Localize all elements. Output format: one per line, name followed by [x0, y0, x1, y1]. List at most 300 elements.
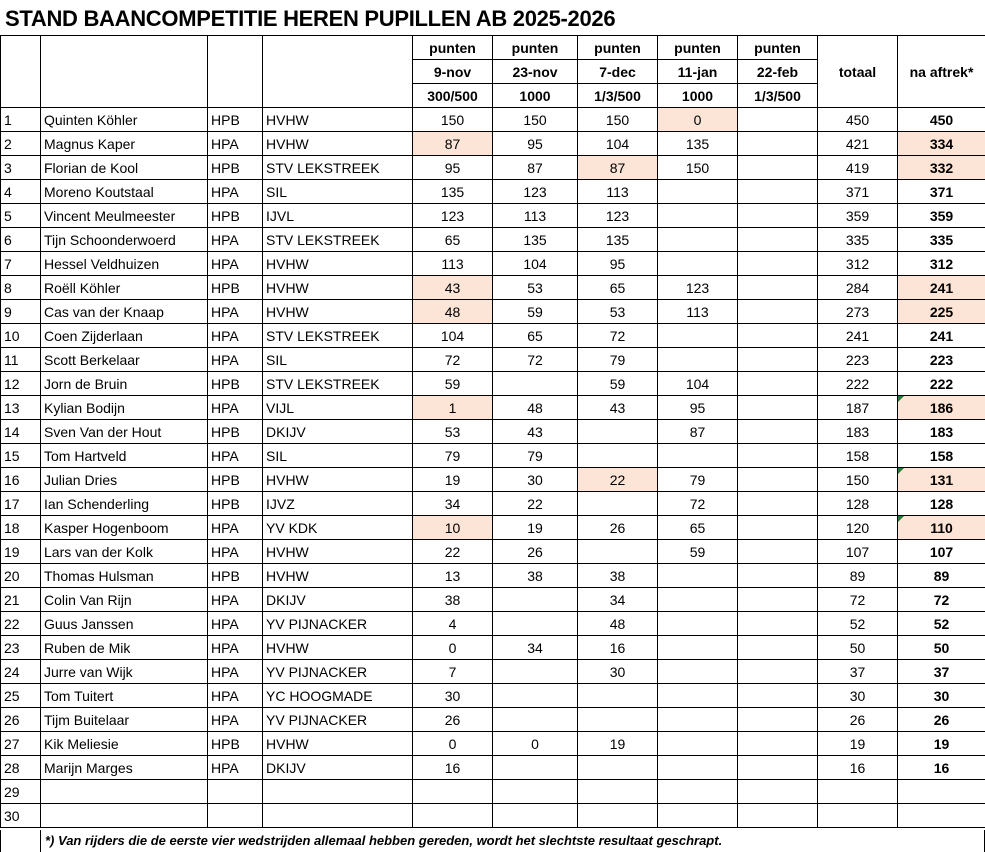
net-total-cell[interactable]: 26 [898, 708, 985, 732]
rider-name-cell[interactable]: Ian Schenderling [41, 492, 208, 516]
points-9-nov-cell[interactable]: 72 [413, 348, 493, 372]
club-cell[interactable]: HVHW [263, 468, 413, 492]
rider-name-cell[interactable]: Marijn Marges [41, 756, 208, 780]
points-9-nov-cell[interactable]: 87 [413, 132, 493, 156]
category-cell[interactable]: HPA [208, 756, 263, 780]
points-23-nov-cell[interactable]: 104 [493, 252, 578, 276]
club-cell[interactable]: DKIJV [263, 588, 413, 612]
points-7-dec-cell[interactable] [578, 540, 658, 564]
points-11-jan-cell[interactable] [658, 708, 738, 732]
category-cell[interactable]: HPA [208, 660, 263, 684]
points-7-dec-cell[interactable]: 19 [578, 732, 658, 756]
total-cell[interactable]: 284 [818, 276, 898, 300]
points-23-nov-cell[interactable]: 59 [493, 300, 578, 324]
net-total-cell[interactable]: 222 [898, 372, 985, 396]
points-11-jan-cell[interactable]: 59 [658, 540, 738, 564]
points-7-dec-cell[interactable] [578, 444, 658, 468]
total-cell[interactable]: 312 [818, 252, 898, 276]
category-cell[interactable]: HPB [208, 468, 263, 492]
points-9-nov-cell[interactable]: 13 [413, 564, 493, 588]
total-cell[interactable]: 150 [818, 468, 898, 492]
points-23-nov-cell[interactable]: 34 [493, 636, 578, 660]
points-23-nov-cell[interactable] [493, 780, 578, 804]
points-22-feb-cell[interactable] [738, 420, 818, 444]
rider-name-cell[interactable]: Tom Tuitert [41, 684, 208, 708]
rider-name-cell[interactable]: Magnus Kaper [41, 132, 208, 156]
points-9-nov-cell[interactable]: 0 [413, 732, 493, 756]
total-cell[interactable]: 26 [818, 708, 898, 732]
net-total-cell[interactable]: 128 [898, 492, 985, 516]
rank-cell[interactable]: 10 [1, 324, 41, 348]
net-total-cell[interactable]: 107 [898, 540, 985, 564]
points-23-nov-cell[interactable]: 19 [493, 516, 578, 540]
points-7-dec-cell[interactable]: 53 [578, 300, 658, 324]
points-9-nov-cell[interactable]: 7 [413, 660, 493, 684]
rider-name-cell[interactable]: Quinten Köhler [41, 108, 208, 132]
category-cell[interactable]: HPA [208, 540, 263, 564]
points-7-dec-cell[interactable] [578, 756, 658, 780]
total-cell[interactable] [818, 780, 898, 804]
category-cell[interactable] [208, 804, 263, 828]
rank-cell[interactable]: 14 [1, 420, 41, 444]
points-7-dec-cell[interactable]: 87 [578, 156, 658, 180]
category-cell[interactable]: HPB [208, 492, 263, 516]
net-total-cell[interactable]: 223 [898, 348, 985, 372]
points-22-feb-cell[interactable] [738, 324, 818, 348]
points-9-nov-cell[interactable]: 113 [413, 252, 493, 276]
net-total-cell[interactable]: 89 [898, 564, 985, 588]
points-23-nov-cell[interactable] [493, 612, 578, 636]
points-11-jan-cell[interactable] [658, 348, 738, 372]
points-11-jan-cell[interactable] [658, 636, 738, 660]
points-23-nov-cell[interactable] [493, 684, 578, 708]
club-cell[interactable]: HVHW [263, 252, 413, 276]
points-23-nov-cell[interactable]: 113 [493, 204, 578, 228]
net-total-cell[interactable]: 37 [898, 660, 985, 684]
total-cell[interactable]: 187 [818, 396, 898, 420]
points-9-nov-cell[interactable]: 123 [413, 204, 493, 228]
total-cell[interactable]: 37 [818, 660, 898, 684]
category-cell[interactable]: HPA [208, 324, 263, 348]
points-22-feb-cell[interactable] [738, 444, 818, 468]
points-22-feb-cell[interactable] [738, 252, 818, 276]
points-11-jan-cell[interactable]: 72 [658, 492, 738, 516]
points-7-dec-cell[interactable]: 123 [578, 204, 658, 228]
points-9-nov-cell[interactable] [413, 780, 493, 804]
points-22-feb-cell[interactable] [738, 180, 818, 204]
category-cell[interactable]: HPA [208, 612, 263, 636]
points-22-feb-cell[interactable] [738, 684, 818, 708]
points-23-nov-cell[interactable]: 38 [493, 564, 578, 588]
rank-cell[interactable]: 6 [1, 228, 41, 252]
rank-cell[interactable]: 29 [1, 780, 41, 804]
club-cell[interactable]: SIL [263, 348, 413, 372]
club-cell[interactable]: HVHW [263, 732, 413, 756]
points-9-nov-cell[interactable]: 79 [413, 444, 493, 468]
points-9-nov-cell[interactable] [413, 804, 493, 828]
points-7-dec-cell[interactable]: 34 [578, 588, 658, 612]
rank-cell[interactable]: 27 [1, 732, 41, 756]
points-11-jan-cell[interactable]: 0 [658, 108, 738, 132]
points-11-jan-cell[interactable]: 87 [658, 420, 738, 444]
rider-name-cell[interactable]: Colin Van Rijn [41, 588, 208, 612]
points-11-jan-cell[interactable] [658, 660, 738, 684]
rank-cell[interactable]: 25 [1, 684, 41, 708]
club-cell[interactable]: YV KDK [263, 516, 413, 540]
points-23-nov-cell[interactable]: 30 [493, 468, 578, 492]
points-11-jan-cell[interactable]: 79 [658, 468, 738, 492]
points-9-nov-cell[interactable]: 26 [413, 708, 493, 732]
net-total-cell[interactable]: 50 [898, 636, 985, 660]
points-7-dec-cell[interactable] [578, 780, 658, 804]
points-23-nov-cell[interactable]: 87 [493, 156, 578, 180]
points-11-jan-cell[interactable] [658, 612, 738, 636]
rank-cell[interactable]: 4 [1, 180, 41, 204]
net-total-cell[interactable]: 332 [898, 156, 985, 180]
net-total-cell[interactable]: 30 [898, 684, 985, 708]
points-23-nov-cell[interactable]: 95 [493, 132, 578, 156]
points-9-nov-cell[interactable]: 1 [413, 396, 493, 420]
points-7-dec-cell[interactable]: 113 [578, 180, 658, 204]
net-total-cell[interactable]: 186 [898, 396, 985, 420]
total-cell[interactable]: 72 [818, 588, 898, 612]
points-7-dec-cell[interactable] [578, 420, 658, 444]
club-cell[interactable]: YC HOOGMADE [263, 684, 413, 708]
club-cell[interactable]: HVHW [263, 276, 413, 300]
club-cell[interactable]: HVHW [263, 108, 413, 132]
points-7-dec-cell[interactable] [578, 492, 658, 516]
category-cell[interactable]: HPA [208, 132, 263, 156]
points-23-nov-cell[interactable] [493, 660, 578, 684]
points-23-nov-cell[interactable]: 53 [493, 276, 578, 300]
rank-cell[interactable]: 18 [1, 516, 41, 540]
total-cell[interactable]: 273 [818, 300, 898, 324]
category-cell[interactable]: HPA [208, 588, 263, 612]
net-total-cell[interactable]: 72 [898, 588, 985, 612]
points-11-jan-cell[interactable] [658, 780, 738, 804]
category-cell[interactable]: HPA [208, 636, 263, 660]
total-cell[interactable] [818, 804, 898, 828]
rank-cell[interactable]: 11 [1, 348, 41, 372]
total-cell[interactable]: 222 [818, 372, 898, 396]
category-cell[interactable]: HPB [208, 156, 263, 180]
points-7-dec-cell[interactable] [578, 708, 658, 732]
points-23-nov-cell[interactable] [493, 804, 578, 828]
club-cell[interactable]: IJVL [263, 204, 413, 228]
rider-name-cell[interactable]: Hessel Veldhuizen [41, 252, 208, 276]
points-7-dec-cell[interactable]: 95 [578, 252, 658, 276]
total-cell[interactable]: 359 [818, 204, 898, 228]
category-cell[interactable]: HPA [208, 300, 263, 324]
category-cell[interactable]: HPA [208, 228, 263, 252]
club-cell[interactable]: HVHW [263, 636, 413, 660]
rank-cell[interactable]: 21 [1, 588, 41, 612]
rider-name-cell[interactable]: Kylian Bodijn [41, 396, 208, 420]
rank-cell[interactable]: 28 [1, 756, 41, 780]
rider-name-cell[interactable]: Jurre van Wijk [41, 660, 208, 684]
points-11-jan-cell[interactable] [658, 804, 738, 828]
net-total-cell[interactable]: 371 [898, 180, 985, 204]
rank-cell[interactable]: 19 [1, 540, 41, 564]
points-9-nov-cell[interactable]: 150 [413, 108, 493, 132]
points-7-dec-cell[interactable]: 79 [578, 348, 658, 372]
rank-cell[interactable]: 23 [1, 636, 41, 660]
points-9-nov-cell[interactable]: 53 [413, 420, 493, 444]
rider-name-cell[interactable]: Kasper Hogenboom [41, 516, 208, 540]
total-cell[interactable]: 30 [818, 684, 898, 708]
category-cell[interactable]: HPA [208, 708, 263, 732]
points-23-nov-cell[interactable]: 150 [493, 108, 578, 132]
net-total-cell[interactable]: 335 [898, 228, 985, 252]
points-22-feb-cell[interactable] [738, 396, 818, 420]
points-9-nov-cell[interactable]: 10 [413, 516, 493, 540]
category-cell[interactable]: HPB [208, 564, 263, 588]
points-7-dec-cell[interactable]: 16 [578, 636, 658, 660]
points-9-nov-cell[interactable]: 95 [413, 156, 493, 180]
rider-name-cell[interactable]: Ruben de Mik [41, 636, 208, 660]
points-11-jan-cell[interactable] [658, 252, 738, 276]
points-23-nov-cell[interactable]: 65 [493, 324, 578, 348]
club-cell[interactable]: STV LEKSTREEK [263, 324, 413, 348]
club-cell[interactable]: HVHW [263, 300, 413, 324]
points-22-feb-cell[interactable] [738, 468, 818, 492]
points-9-nov-cell[interactable]: 4 [413, 612, 493, 636]
net-total-cell[interactable]: 241 [898, 276, 985, 300]
points-22-feb-cell[interactable] [738, 372, 818, 396]
total-cell[interactable]: 19 [818, 732, 898, 756]
category-cell[interactable]: HPB [208, 732, 263, 756]
points-11-jan-cell[interactable] [658, 756, 738, 780]
points-7-dec-cell[interactable]: 59 [578, 372, 658, 396]
net-total-cell[interactable]: 359 [898, 204, 985, 228]
category-cell[interactable]: HPB [208, 108, 263, 132]
net-total-cell[interactable] [898, 804, 985, 828]
points-7-dec-cell[interactable]: 104 [578, 132, 658, 156]
points-23-nov-cell[interactable]: 26 [493, 540, 578, 564]
points-22-feb-cell[interactable] [738, 660, 818, 684]
points-22-feb-cell[interactable] [738, 204, 818, 228]
category-cell[interactable]: HPA [208, 252, 263, 276]
club-cell[interactable]: STV LEKSTREEK [263, 156, 413, 180]
category-cell[interactable]: HPA [208, 684, 263, 708]
points-23-nov-cell[interactable] [493, 756, 578, 780]
rank-cell[interactable]: 3 [1, 156, 41, 180]
rider-name-cell[interactable]: Moreno Koutstaal [41, 180, 208, 204]
points-22-feb-cell[interactable] [738, 780, 818, 804]
rider-name-cell[interactable]: Tom Hartveld [41, 444, 208, 468]
points-9-nov-cell[interactable]: 65 [413, 228, 493, 252]
points-9-nov-cell[interactable]: 0 [413, 636, 493, 660]
points-22-feb-cell[interactable] [738, 756, 818, 780]
points-22-feb-cell[interactable] [738, 516, 818, 540]
club-cell[interactable]: YV PIJNACKER [263, 612, 413, 636]
points-11-jan-cell[interactable] [658, 204, 738, 228]
points-22-feb-cell[interactable] [738, 732, 818, 756]
points-23-nov-cell[interactable] [493, 588, 578, 612]
category-cell[interactable]: HPB [208, 204, 263, 228]
club-cell[interactable]: YV PIJNACKER [263, 660, 413, 684]
points-11-jan-cell[interactable] [658, 180, 738, 204]
net-total-cell[interactable]: 450 [898, 108, 985, 132]
points-22-feb-cell[interactable] [738, 636, 818, 660]
points-22-feb-cell[interactable] [738, 588, 818, 612]
club-cell[interactable]: SIL [263, 180, 413, 204]
points-7-dec-cell[interactable] [578, 684, 658, 708]
total-cell[interactable]: 241 [818, 324, 898, 348]
net-total-cell[interactable]: 241 [898, 324, 985, 348]
rank-cell[interactable]: 24 [1, 660, 41, 684]
rank-cell[interactable]: 26 [1, 708, 41, 732]
rider-name-cell[interactable]: Scott Berkelaar [41, 348, 208, 372]
points-9-nov-cell[interactable]: 30 [413, 684, 493, 708]
category-cell[interactable]: HPA [208, 180, 263, 204]
rider-name-cell[interactable]: Roëll Köhler [41, 276, 208, 300]
rider-name-cell[interactable]: Tijn Schoonderwoerd [41, 228, 208, 252]
rank-cell[interactable]: 1 [1, 108, 41, 132]
total-cell[interactable]: 50 [818, 636, 898, 660]
points-22-feb-cell[interactable] [738, 708, 818, 732]
points-22-feb-cell[interactable] [738, 156, 818, 180]
rank-cell[interactable]: 17 [1, 492, 41, 516]
rider-name-cell[interactable]: Guus Janssen [41, 612, 208, 636]
club-cell[interactable]: HVHW [263, 564, 413, 588]
points-11-jan-cell[interactable]: 104 [658, 372, 738, 396]
points-11-jan-cell[interactable] [658, 444, 738, 468]
rider-name-cell[interactable]: Kik Meliesie [41, 732, 208, 756]
points-9-nov-cell[interactable]: 34 [413, 492, 493, 516]
total-cell[interactable]: 223 [818, 348, 898, 372]
points-11-jan-cell[interactable]: 113 [658, 300, 738, 324]
points-9-nov-cell[interactable]: 104 [413, 324, 493, 348]
points-23-nov-cell[interactable]: 0 [493, 732, 578, 756]
category-cell[interactable]: HPB [208, 420, 263, 444]
rank-cell[interactable]: 7 [1, 252, 41, 276]
rider-name-cell[interactable]: Jorn de Bruin [41, 372, 208, 396]
category-cell[interactable] [208, 780, 263, 804]
net-total-cell[interactable]: 183 [898, 420, 985, 444]
points-23-nov-cell[interactable]: 22 [493, 492, 578, 516]
points-11-jan-cell[interactable] [658, 324, 738, 348]
net-total-cell[interactable] [898, 780, 985, 804]
net-total-cell[interactable]: 158 [898, 444, 985, 468]
points-9-nov-cell[interactable]: 135 [413, 180, 493, 204]
points-22-feb-cell[interactable] [738, 348, 818, 372]
club-cell[interactable]: STV LEKSTREEK [263, 372, 413, 396]
points-7-dec-cell[interactable]: 48 [578, 612, 658, 636]
points-9-nov-cell[interactable]: 43 [413, 276, 493, 300]
points-7-dec-cell[interactable]: 26 [578, 516, 658, 540]
total-cell[interactable]: 16 [818, 756, 898, 780]
total-cell[interactable]: 335 [818, 228, 898, 252]
total-cell[interactable]: 128 [818, 492, 898, 516]
points-23-nov-cell[interactable]: 48 [493, 396, 578, 420]
club-cell[interactable]: DKIJV [263, 756, 413, 780]
total-cell[interactable]: 419 [818, 156, 898, 180]
net-total-cell[interactable]: 334 [898, 132, 985, 156]
points-22-feb-cell[interactable] [738, 564, 818, 588]
points-23-nov-cell[interactable]: 72 [493, 348, 578, 372]
rank-cell[interactable]: 22 [1, 612, 41, 636]
points-7-dec-cell[interactable]: 30 [578, 660, 658, 684]
points-7-dec-cell[interactable]: 38 [578, 564, 658, 588]
points-7-dec-cell[interactable]: 22 [578, 468, 658, 492]
points-22-feb-cell[interactable] [738, 300, 818, 324]
points-7-dec-cell[interactable]: 43 [578, 396, 658, 420]
club-cell[interactable] [263, 780, 413, 804]
rider-name-cell[interactable]: Julian Dries [41, 468, 208, 492]
points-22-feb-cell[interactable] [738, 804, 818, 828]
rider-name-cell[interactable]: Coen Zijderlaan [41, 324, 208, 348]
club-cell[interactable]: SIL [263, 444, 413, 468]
total-cell[interactable]: 183 [818, 420, 898, 444]
net-total-cell[interactable]: 225 [898, 300, 985, 324]
points-23-nov-cell[interactable]: 43 [493, 420, 578, 444]
total-cell[interactable]: 89 [818, 564, 898, 588]
points-22-feb-cell[interactable] [738, 276, 818, 300]
rider-name-cell[interactable]: Cas van der Knaap [41, 300, 208, 324]
points-11-jan-cell[interactable] [658, 228, 738, 252]
total-cell[interactable]: 450 [818, 108, 898, 132]
club-cell[interactable]: HVHW [263, 540, 413, 564]
points-23-nov-cell[interactable]: 135 [493, 228, 578, 252]
net-total-cell[interactable]: 131 [898, 468, 985, 492]
points-9-nov-cell[interactable]: 48 [413, 300, 493, 324]
points-11-jan-cell[interactable] [658, 684, 738, 708]
points-23-nov-cell[interactable]: 79 [493, 444, 578, 468]
category-cell[interactable]: HPA [208, 516, 263, 540]
total-cell[interactable]: 120 [818, 516, 898, 540]
rank-cell[interactable]: 30 [1, 804, 41, 828]
points-11-jan-cell[interactable] [658, 732, 738, 756]
points-11-jan-cell[interactable] [658, 588, 738, 612]
club-cell[interactable]: VIJL [263, 396, 413, 420]
club-cell[interactable]: YV PIJNACKER [263, 708, 413, 732]
net-total-cell[interactable]: 19 [898, 732, 985, 756]
points-22-feb-cell[interactable] [738, 540, 818, 564]
total-cell[interactable]: 52 [818, 612, 898, 636]
points-22-feb-cell[interactable] [738, 492, 818, 516]
total-cell[interactable]: 107 [818, 540, 898, 564]
club-cell[interactable]: IJVZ [263, 492, 413, 516]
net-total-cell[interactable]: 110 [898, 516, 985, 540]
points-11-jan-cell[interactable]: 65 [658, 516, 738, 540]
rider-name-cell[interactable] [41, 780, 208, 804]
rank-cell[interactable]: 13 [1, 396, 41, 420]
rider-name-cell[interactable] [41, 804, 208, 828]
net-total-cell[interactable]: 16 [898, 756, 985, 780]
rank-cell[interactable]: 15 [1, 444, 41, 468]
category-cell[interactable]: HPA [208, 348, 263, 372]
net-total-cell[interactable]: 312 [898, 252, 985, 276]
total-cell[interactable]: 421 [818, 132, 898, 156]
rider-name-cell[interactable]: Sven Van der Hout [41, 420, 208, 444]
points-7-dec-cell[interactable]: 72 [578, 324, 658, 348]
rank-cell[interactable]: 20 [1, 564, 41, 588]
points-7-dec-cell[interactable]: 150 [578, 108, 658, 132]
club-cell[interactable] [263, 804, 413, 828]
points-23-nov-cell[interactable] [493, 708, 578, 732]
category-cell[interactable]: HPA [208, 396, 263, 420]
points-7-dec-cell[interactable] [578, 804, 658, 828]
points-22-feb-cell[interactable] [738, 132, 818, 156]
points-22-feb-cell[interactable] [738, 108, 818, 132]
rider-name-cell[interactable]: Vincent Meulmeester [41, 204, 208, 228]
points-11-jan-cell[interactable]: 95 [658, 396, 738, 420]
points-11-jan-cell[interactable]: 135 [658, 132, 738, 156]
points-22-feb-cell[interactable] [738, 228, 818, 252]
points-11-jan-cell[interactable] [658, 564, 738, 588]
total-cell[interactable]: 371 [818, 180, 898, 204]
